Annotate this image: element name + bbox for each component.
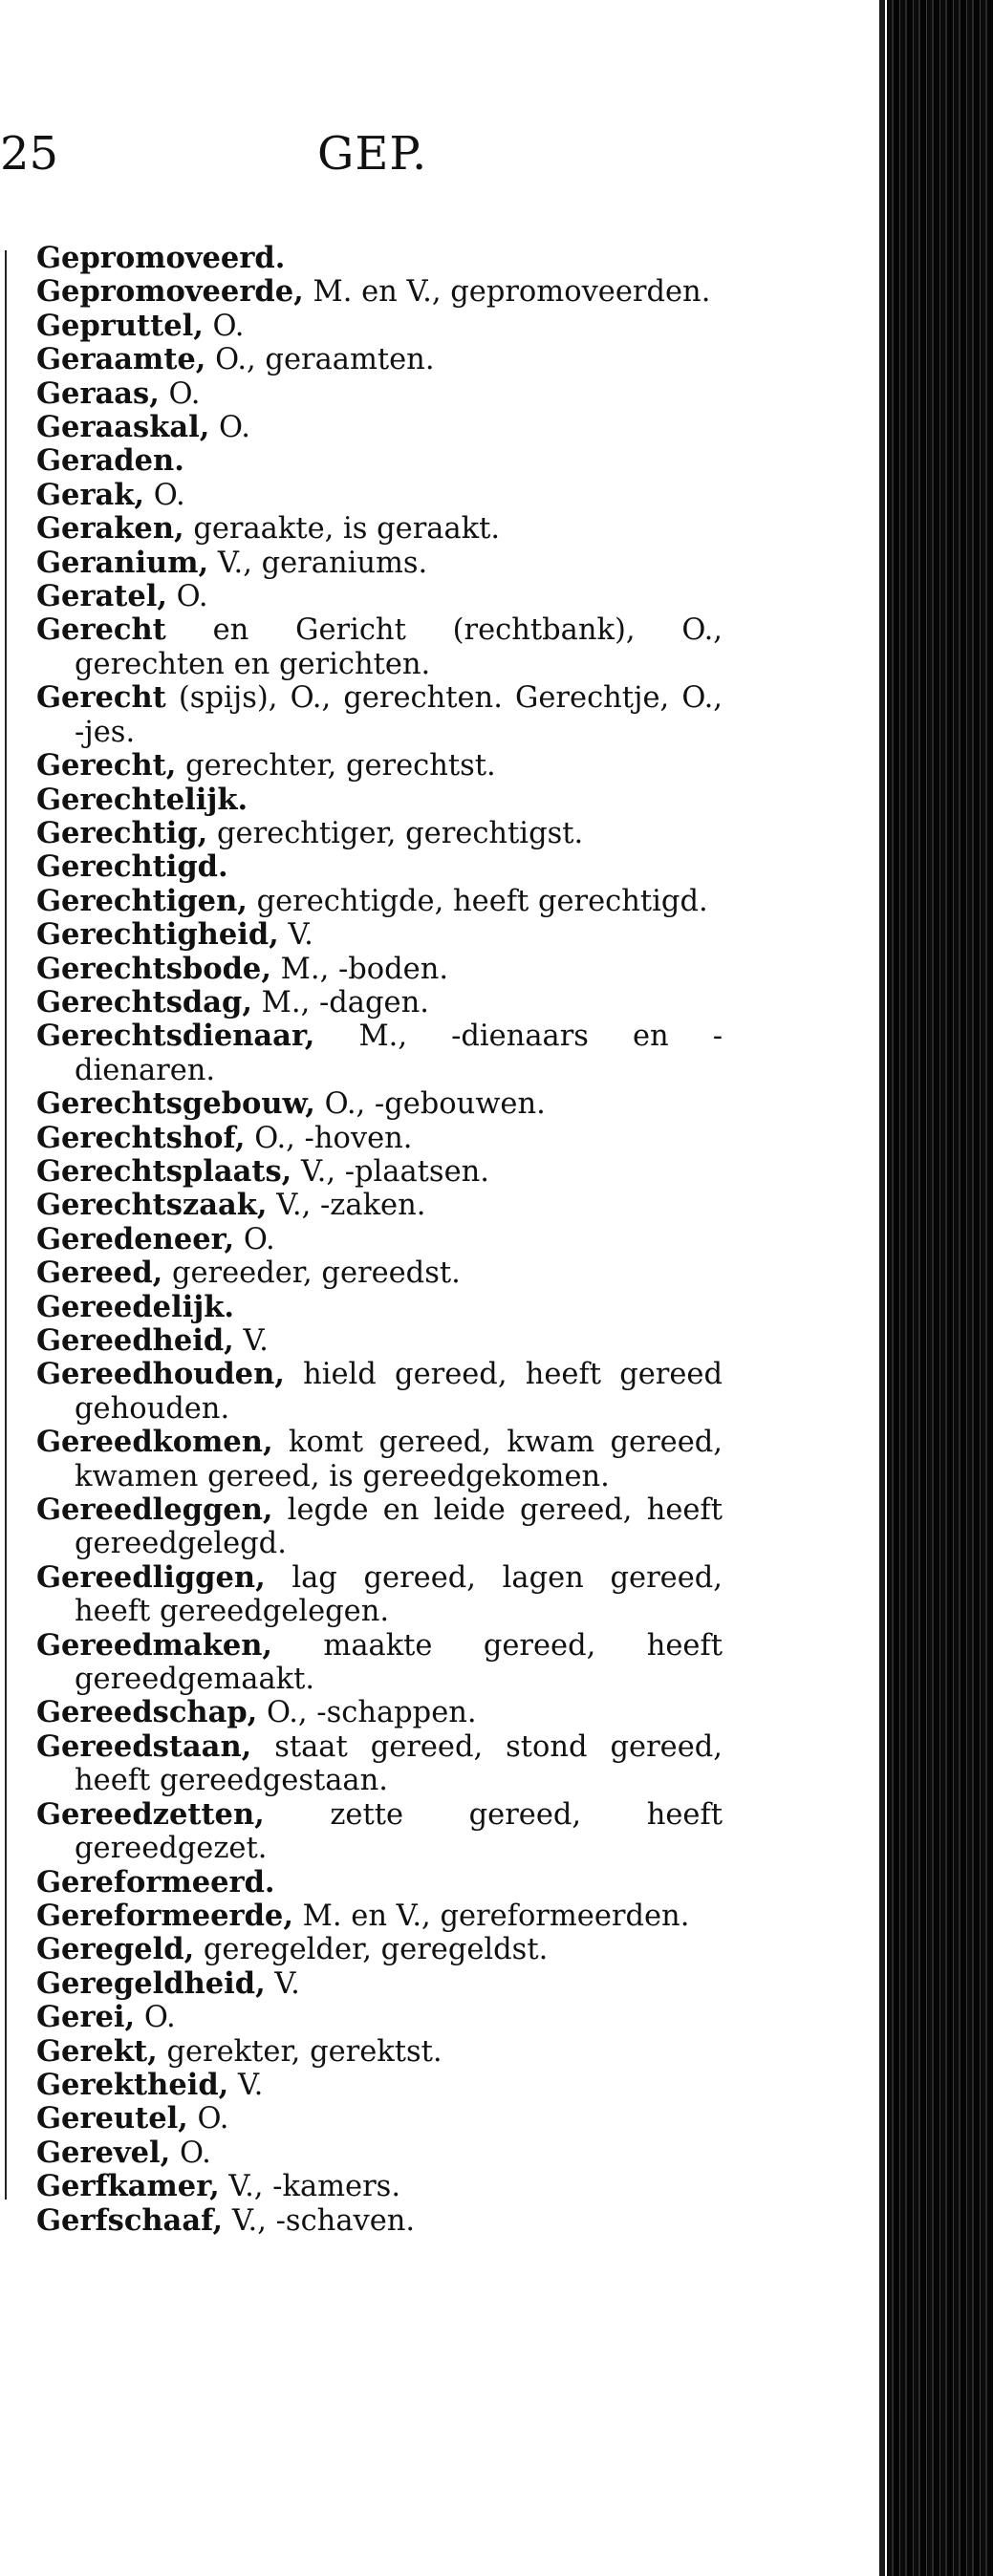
entry-definition: O. bbox=[159, 376, 201, 411]
entry-headword: Gereedheid, bbox=[36, 1323, 234, 1358]
entry-definition: gerechtigde, heeft gerechtigd. bbox=[247, 884, 708, 918]
dictionary-entry bbox=[36, 1967, 723, 2001]
entry-definition: geraakte, is geraakt. bbox=[183, 512, 501, 547]
page-number: 25 bbox=[0, 127, 59, 181]
entry-headword: Gerechtsbode, bbox=[36, 951, 271, 986]
entry-headword: Gereedmaken, bbox=[36, 1627, 273, 1663]
entry-definition: O. bbox=[234, 1222, 275, 1256]
margin-rule bbox=[5, 250, 7, 2200]
entry-definition: legde en leide gereed, heeft gereedgelegd. bbox=[75, 1493, 723, 1561]
entry-definition: O. bbox=[135, 2001, 176, 2035]
entry-definition: komt gereed, kwam gereed, kwamen gereed, is gereedgekomen. bbox=[75, 1426, 723, 1493]
dictionary-entry bbox=[36, 681, 723, 749]
entry-headword: Gereedleggen, bbox=[36, 1492, 273, 1528]
entry-definition: M., -boden. bbox=[270, 952, 449, 986]
entry-definition: zette gereed, heeft gereedgezet. bbox=[75, 1797, 723, 1866]
dictionary-entry bbox=[36, 2035, 723, 2069]
entry-definition: staat gereed, stond gereed, heeft gereedgestaan. bbox=[75, 1729, 723, 1798]
dictionary-entry bbox=[36, 1866, 723, 1900]
dictionary-entry bbox=[36, 1087, 723, 1121]
entry-definition: O., -gebouwen. bbox=[314, 1087, 546, 1122]
entry-definition: maakte gereed, heeft gereedgemaakt. bbox=[75, 1628, 723, 1697]
entry-definition: O., -schappen. bbox=[257, 1696, 477, 1730]
entry-headword: Gerechtsdag, bbox=[36, 984, 252, 1020]
entry-headword: Gerektheid, bbox=[36, 2067, 229, 2102]
dictionary-entry bbox=[36, 1561, 723, 1629]
entry-definition: M. en V., gepromoveerden. bbox=[303, 275, 711, 310]
entry-definition: hield gereed, heeft gereed gehouden. bbox=[75, 1358, 723, 1426]
dictionary-entry bbox=[36, 1426, 723, 1493]
dictionary-entry bbox=[36, 1122, 723, 1155]
entry-definition: gereeder, gereedst. bbox=[162, 1256, 461, 1291]
dictionary-entry bbox=[36, 1900, 723, 1933]
entry-headword: Geraamte, bbox=[36, 342, 206, 377]
dictionary-entry bbox=[36, 1189, 723, 1222]
entry-headword: Gerevel, bbox=[36, 2135, 171, 2170]
dictionary-entry bbox=[36, 547, 723, 580]
dictionary-entry bbox=[36, 1155, 723, 1189]
entry-definition: M., -dienaars en -dienaren. bbox=[75, 1020, 723, 1087]
entry-definition: O., -hoven. bbox=[245, 1121, 413, 1155]
entry-definition: V., -plaatsen. bbox=[291, 1154, 489, 1189]
dictionary-entry bbox=[36, 2069, 723, 2102]
dictionary-entry bbox=[36, 1933, 723, 1966]
entry-headword: Gereedelijk. bbox=[36, 1289, 235, 1324]
dictionary-entry bbox=[36, 580, 723, 613]
entry-headword: Geranium, bbox=[36, 545, 209, 580]
entry-definition: V. bbox=[278, 918, 313, 953]
dictionary-entry bbox=[36, 479, 723, 512]
entry-headword: Geraden. bbox=[36, 443, 184, 479]
entry-definition: O. bbox=[166, 580, 208, 614]
entry-headword: Gereutel, bbox=[36, 2101, 188, 2136]
dictionary-entry bbox=[36, 1798, 723, 1866]
entry-definition: V., -zaken. bbox=[267, 1189, 426, 1223]
entry-headword: Gerechtigheid, bbox=[36, 917, 279, 953]
dictionary-entry bbox=[36, 1256, 723, 1290]
running-head: GEP. bbox=[317, 127, 428, 181]
dictionary-entry bbox=[36, 2102, 723, 2136]
entry-headword: Gereedzetten, bbox=[36, 1796, 265, 1832]
entry-definition: V., -kamers. bbox=[219, 2170, 401, 2204]
entry-headword: Gereedkomen, bbox=[36, 1425, 273, 1460]
dictionary-entry bbox=[36, 2001, 723, 2034]
entry-headword: Geraaskal, bbox=[36, 410, 210, 445]
dictionary-entry bbox=[36, 1696, 723, 1729]
dictionary-entry bbox=[36, 1493, 723, 1561]
entry-headword: Gereed, bbox=[36, 1256, 163, 1291]
entry-headword: Geratel, bbox=[36, 579, 167, 614]
page-spine-edge bbox=[879, 0, 885, 2576]
entry-headword: Gereedliggen, bbox=[36, 1559, 266, 1595]
entry-definition: gerechter, gerechtst. bbox=[176, 749, 496, 784]
entry-headword: Gerei, bbox=[36, 2000, 136, 2035]
dictionary-entry bbox=[36, 2170, 723, 2203]
dictionary-entry bbox=[36, 817, 723, 850]
entry-headword: Gerechtigen, bbox=[36, 883, 248, 918]
entry-headword: Gerechtig, bbox=[36, 815, 208, 850]
dictionary-entries bbox=[36, 242, 723, 2238]
entry-definition: M. en V., gereformeerden. bbox=[292, 1899, 690, 1933]
dictionary-entry bbox=[36, 986, 723, 1020]
dictionary-entry bbox=[36, 850, 723, 884]
dictionary-entry bbox=[36, 512, 723, 546]
entry-definition: en Gericht (rechtbank), O., gerechten en gerichten. bbox=[75, 613, 723, 681]
entry-definition: V. bbox=[233, 1324, 269, 1358]
entry-definition: gerekter, gerektst. bbox=[157, 2034, 443, 2069]
entry-headword: Gerfkamer, bbox=[36, 2169, 220, 2204]
dictionary-entry bbox=[36, 1223, 723, 1256]
entry-headword: Gereedhouden, bbox=[36, 1357, 285, 1392]
dictionary-entry bbox=[36, 613, 723, 681]
dictionary-entry bbox=[36, 1358, 723, 1426]
entry-headword: Gereedschap, bbox=[36, 1695, 258, 1730]
entry-definition: V. bbox=[228, 2068, 264, 2102]
entry-headword: Gerechtszaak, bbox=[36, 1188, 268, 1223]
entry-definition: O. bbox=[187, 2102, 229, 2136]
entry-headword: Geraken, bbox=[36, 511, 184, 547]
dictionary-entry bbox=[36, 411, 723, 444]
dictionary-entry bbox=[36, 2136, 723, 2170]
entry-headword: Gepromoveerde, bbox=[36, 274, 304, 310]
entry-headword: Gerak, bbox=[36, 477, 145, 512]
dictionary-entry bbox=[36, 1629, 723, 1697]
dictionary-entry bbox=[36, 242, 723, 275]
entry-headword: Gepromoveerd. bbox=[36, 241, 286, 275]
entry-headword: Gerechtigd. bbox=[36, 849, 228, 885]
dictionary-entry bbox=[36, 2204, 723, 2238]
entry-definition: V., geraniums. bbox=[208, 546, 428, 580]
entry-headword: Gerechtshof, bbox=[36, 1120, 246, 1155]
entry-definition: O. bbox=[144, 478, 185, 512]
dictionary-entry bbox=[36, 1020, 723, 1087]
entry-headword: Gereformeerd. bbox=[36, 1864, 275, 1900]
dictionary-entry bbox=[36, 784, 723, 817]
entry-definition: geregelder, geregeldst. bbox=[194, 1933, 549, 1967]
dictionary-entry bbox=[36, 310, 723, 343]
entry-definition: O. bbox=[203, 309, 245, 343]
dictionary-entry bbox=[36, 1324, 723, 1358]
entry-headword: Gereedstaan, bbox=[36, 1728, 252, 1764]
entry-headword: Geregeld, bbox=[36, 1932, 195, 1967]
entry-headword: Gereformeerde, bbox=[36, 1898, 293, 1933]
entry-definition: O. bbox=[209, 411, 250, 445]
entry-headword: Gerechtelijk. bbox=[36, 782, 248, 817]
entry-definition: V., -schaven. bbox=[223, 2203, 416, 2238]
dictionary-entry bbox=[36, 444, 723, 478]
entry-headword: Gerecht bbox=[36, 680, 166, 716]
entry-definition: gerechtiger, gerechtigst. bbox=[207, 816, 584, 850]
dictionary-entry bbox=[36, 377, 723, 411]
dictionary-entry bbox=[36, 918, 723, 952]
entry-definition: O. bbox=[170, 2136, 211, 2170]
entry-definition: (spijs), O., gerechten. Gerechtje, O., -jes. bbox=[75, 681, 723, 749]
entry-headword: Gerecht, bbox=[36, 748, 177, 784]
book-spine-shadow bbox=[887, 0, 993, 2576]
entry-definition: O., geraamten. bbox=[205, 343, 435, 377]
entry-headword: Gepruttel, bbox=[36, 308, 204, 343]
entry-headword: Gerechtsdienaar, bbox=[36, 1019, 315, 1054]
entry-headword: Gerfschaaf, bbox=[36, 2202, 224, 2238]
dictionary-entry bbox=[36, 275, 723, 309]
dictionary-entry bbox=[36, 1291, 723, 1324]
dictionary-entry bbox=[36, 343, 723, 376]
dictionary-entry bbox=[36, 885, 723, 918]
entry-headword: Gerechtsgebouw, bbox=[36, 1086, 315, 1122]
dictionary-entry bbox=[36, 953, 723, 986]
dictionary-entry bbox=[36, 749, 723, 783]
entry-headword: Gerechtsplaats, bbox=[36, 1153, 292, 1189]
entry-headword: Gerekt, bbox=[36, 2033, 158, 2069]
entry-headword: Geredeneer, bbox=[36, 1221, 235, 1256]
entry-headword: Geraas, bbox=[36, 376, 160, 411]
dictionary-entry bbox=[36, 1730, 723, 1798]
entry-definition: M., -dagen. bbox=[251, 985, 429, 1020]
entry-headword: Gerecht bbox=[36, 612, 166, 648]
entry-headword: Geregeldheid, bbox=[36, 1965, 266, 2001]
entry-definition: V. bbox=[265, 1966, 300, 2001]
entry-definition: lag gereed, lagen gereed, heeft gereedgelegen. bbox=[75, 1560, 723, 1629]
